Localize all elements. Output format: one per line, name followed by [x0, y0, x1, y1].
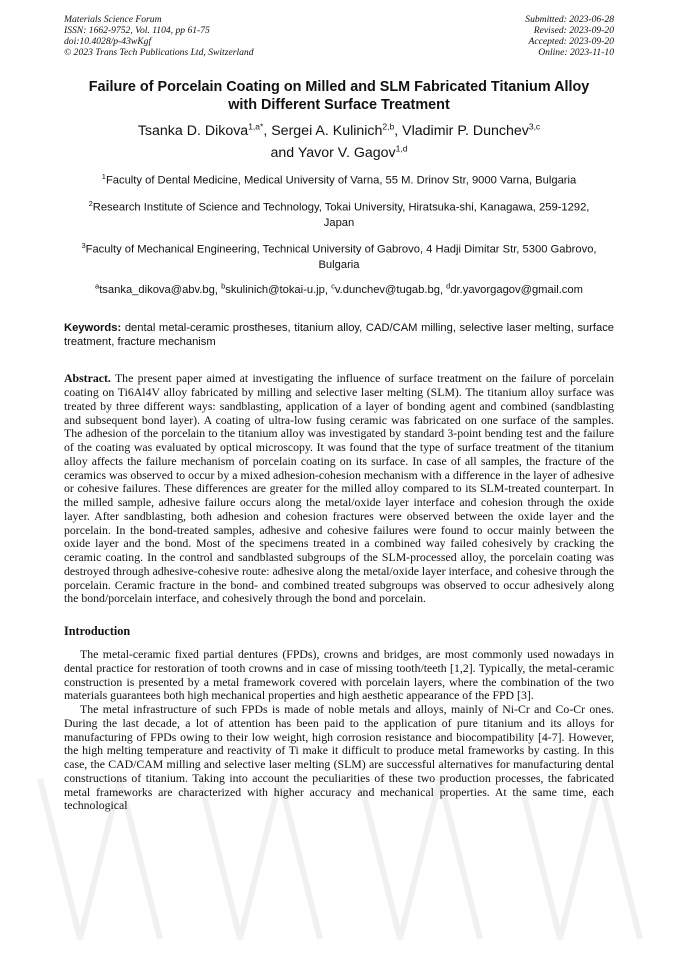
email-list: $^a$tsanka_dikova@abv.bg, $^b$skulinich@tokai-u.jp, $^c$v.dunchev@tugab.bg, $^d$dr.yavorgagov@gmail.com: [95, 281, 583, 297]
revised-date: Revised: 2023-09-20: [533, 25, 614, 36]
header-left: [64, 14, 254, 58]
keywords-label: Keywords:: [64, 322, 122, 335]
author-list: [64, 117, 614, 162]
email-link[interactable]: $^c$v.dunchev@tugab.bg: [331, 281, 440, 297]
copyright: © 2023 Trans Tech Publications Ltd, Switzerland: [64, 47, 254, 58]
email-link[interactable]: $^d$dr.yavorgagov@gmail.com: [446, 281, 583, 297]
author: Sergei A. Kulinich$^{2,b}$,: [271, 121, 403, 139]
paragraph: The metal infrastructure of such FPDs is made of noble metals and alloys, mainly of Ni-Cr and Co-Cr ones. During the last decade, a lot of attention has been paid to the application of pure titanium and its alloys for manufacturing of FPDs owing to their low weight, high corrosion resistance and biocompatibility [4-7]. However, the high melting temperature and reactivity of Ti make it difficult to produce metal frameworks by casting. In this case, the CAD/CAM milling and selective laser melting (SLM) are successful alternatives for manufacturing dental constructions of titanium. Taking into account the peculiarities of these two production processes, the fabricated metal frameworks are characterized with higher accuracy and mechanical properties. At the same time, each technological: [64, 702, 614, 813]
journal-name: Materials Science Forum: [64, 14, 162, 25]
email-link[interactable]: $^b$skulinich@tokai-u.jp: [221, 281, 325, 297]
abstract-text: The present paper aimed at investigating the influence of surface treatment on the failure of porcelain coating on Ti6Al4V alloy fabricated by milling and selective laser melting (SLM). The titanium alloy surface was treated by three different ways: sandblasting, application of a layer of bonding agent and combined (sandblasting and subsequent bond layer). A coating of ultra-low fusing ceramic was fabricated on one surface of the samples. The adhesion of the porcelain to the titanium alloy was investigated by standard 3-point bending test and the failure of the coating was evaluated by optical microscopy. It was found that the type of surface treatment of the titanium alloy affects the failure mechanism of porcelain coating on its surface. In case of all samples, the fracture of the ceramics was observed to occur by a mixed adhesion-cohesion mechanism with a difference in the layer of adhesive or cohesive failures. These differences are greater for the milled alloy compared to its SLM-treated counterpart. In the milled sample, adhesive failure occurs along the metal/oxide layer interface and cohesion through the oxide layer. After sandblasting, both adhesion and cohesion fractures were observed between the oxide layer and the porcelain. In the bond-treated samples, adhesive and cohesive failures were found to occur mainly between the oxide layer and the bond. Most of the specimens treated in a combined way failed cohesively by cracking the ceramic coating. In the control and sandblasted subgroups of the SLM-processed alloy, the porcelain coating was destroyed through adhesive-cohesive route: adhesive along the metal/oxide layer interface, and cohesive through the porcelain. Ceramic fracture in the bond- and combined treated subgroups was observed to occur adhesively along the bond/porcelain interface, and cohesively through the bond and porcelain.: [64, 371, 614, 606]
author: and Yavor V. Gagov$^{1,d}$: [270, 143, 408, 162]
abstract-label: Abstract.: [64, 371, 111, 386]
section-heading: Introduction: [64, 624, 131, 639]
affiliation: $^2$Research Institute of Science and Technology, Tokai University, Hiratsuka-shi, Kanagawa, 259-1292, Japan: [88, 199, 590, 229]
author: Vladimir P. Dunchev$^{3,c}$: [402, 121, 541, 139]
email-link[interactable]: $^a$tsanka_dikova@abv.bg: [95, 281, 215, 297]
paper-title: Failure of Porcelain Coating on Milled and SLM Fabricated Titanium Alloy with Different Surface Treatment: [88, 79, 590, 113]
issn: ISSN: 1662-9752, Vol. 1104, pp 61-75: [64, 25, 210, 36]
keywords-text: dental metal-ceramic prostheses, titanium alloy, CAD/CAM milling, selective laser melting, surface treatment, fracture mechanism: [64, 322, 615, 349]
online-date: Online: 2023-11-10: [538, 47, 614, 58]
journal-header: [64, 14, 614, 58]
abstract: [64, 372, 614, 606]
keywords: [64, 321, 614, 349]
submitted-date: Submitted: 2023-06-28: [525, 14, 614, 25]
author: Tsanka D. Dikova$^{1,a*}$,: [137, 121, 272, 139]
header-right: [525, 14, 614, 58]
accepted-date: Accepted: 2023-09-20: [528, 36, 614, 47]
affiliation: $^1$Faculty of Dental Medicine, Medical University of Varna, 55 M. Drinov Str, 9000 Varna, Bulgaria: [101, 172, 577, 188]
affiliation: $^3$Faculty of Mechanical Engineering, Technical University of Gabrovo, 4 Hadji Dimitar Str, 5300 Gabrovo, Bulgaria: [81, 240, 597, 271]
doi[interactable]: doi:10.4028/p-43wKgf: [64, 36, 152, 47]
paragraph: The metal-ceramic fixed partial dentures (FPDs), crowns and bridges, are most commonly used nowadays in dental practice for restoration of tooth crowns and in case of missing tooth/teeth [1,2]. Typically, the metal-ceramic construction is presented by a metal framework covered with porcelain layers, where the combination of the two materials guarantees both high mechanical properties and high aesthetic appearance of the FPD [3].: [64, 647, 614, 703]
